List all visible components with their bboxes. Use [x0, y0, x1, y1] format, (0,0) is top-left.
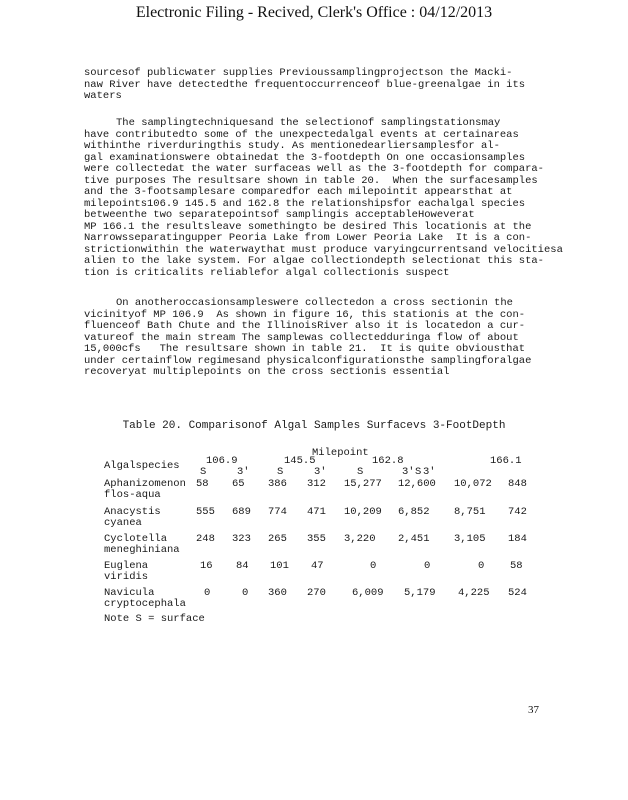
table-cell: 689: [232, 506, 251, 518]
text-line: were collectedat the water surfaceas well as the 3-footdepth for compara-: [84, 163, 544, 175]
table-cell: 0: [242, 587, 249, 599]
table-cell: 15,277: [344, 478, 382, 490]
text-line: tion is criticalits reliablefor algal collectionis suspect: [84, 266, 450, 279]
species-name: Cyclotella: [104, 533, 168, 545]
table-cell: 8,751: [454, 506, 486, 518]
table-cell: 47: [311, 560, 324, 572]
table-cell: 774: [268, 506, 287, 518]
species-name: Anacystis: [104, 506, 161, 518]
table-cell: 2,451: [398, 533, 430, 545]
text-line: tive purposes The resultsare shown in table 20. When the surfacesamples: [84, 174, 538, 187]
group-header: 145.5: [284, 455, 316, 467]
subheader: S: [357, 466, 364, 478]
text-line: MP 166.1 the resultsleave somethingto be desired This locationis at the: [84, 220, 532, 233]
text-line: 15,000cfs The resultsare shown in table 21. It is quite obviousthat: [84, 343, 526, 355]
table-cell: 742: [508, 506, 527, 518]
text-line: vatureof the main stream The samplewas collectedduringa flow of about: [84, 331, 519, 344]
table-cell: 248: [196, 533, 215, 545]
page-number: 37: [528, 704, 539, 716]
filing-header: Electronic Filing - Recived, Clerk's Office : 04/12/2013: [135, 4, 493, 21]
table-cell: 524: [508, 587, 527, 599]
table-cell: 3,105: [454, 533, 486, 545]
table-cell: 0: [370, 560, 377, 572]
table-note: Note S = surface: [104, 613, 205, 625]
subheader: S: [415, 466, 422, 478]
table-cell: 101: [270, 560, 289, 572]
text-line: alien to the lake system. For algae collectiondepth selectionat this sta-: [84, 255, 544, 267]
table-cell: 4,225: [458, 587, 490, 599]
text-line: gal examinationswere obtainedat the 3-footdepth On one occasionsamples: [84, 151, 526, 164]
group-header: 162.8: [372, 455, 404, 467]
species-name: cyanea: [104, 517, 142, 529]
paragraph-3: [84, 298, 554, 379]
table-cell: 12,600: [398, 478, 436, 490]
species-name: Navicula: [104, 587, 155, 599]
table-cell: 84: [236, 560, 249, 572]
text-line: have contributedto some of the unexpectedalgal events at certainareas: [84, 128, 519, 141]
subheader: 3': [237, 466, 250, 478]
table-cell: 0: [424, 560, 431, 572]
table-cell: 58: [510, 560, 523, 572]
table-cell: 265: [268, 533, 287, 545]
table-cell: 3,220: [344, 533, 376, 545]
table-cell: 65: [232, 478, 245, 490]
table-caption: Table 20. Comparisonof Algal Samples Surfacevs 3-FootDepth: [122, 420, 506, 432]
text-line: betweenthe two separatepointsof samplingis acceptableHoweverat: [84, 209, 475, 221]
group-header: 166.1: [490, 455, 522, 467]
species-name: flos-aqua: [104, 489, 161, 501]
text-line: withinthe riverduringthis study. As mentionedearliersamplesfor al-: [84, 140, 500, 152]
text-line: fluenceof Bath Chute and the IllinoisRiver also it is locatedon a cur-: [84, 320, 526, 332]
paragraph-2: [84, 117, 563, 279]
table-cell: 184: [508, 533, 527, 545]
text-line: milepoints106.9 145.5 and 162.8 the relationshipsfor eachalgal species: [84, 197, 526, 210]
table-cell: 555: [196, 506, 215, 518]
table-cell: 312: [307, 478, 326, 490]
table-cell: 471: [307, 506, 326, 518]
table-cell: 10,209: [344, 506, 382, 518]
subheader: 3': [402, 466, 415, 478]
table-cell: 10,072: [454, 478, 492, 490]
table-cell: 360: [268, 587, 287, 599]
text-line: On anotheroccasionsampleswere collectedon a cross sectionin the: [116, 297, 513, 309]
text-line: strictionwithin the waterwaythat must produce varyingcurrentsand velocitiesa: [84, 243, 563, 256]
species-name: Aphanizomenon: [104, 478, 186, 490]
subheader: S: [277, 466, 284, 478]
text-line: recoveryat multiplepoints on the cross sectionis essential: [84, 366, 450, 378]
text-line: waters: [84, 90, 122, 102]
species-name: meneghiniana: [104, 544, 180, 556]
text-line: vicinityof MP 106.9 As shown in figure 16, this stationis at the con-: [84, 308, 526, 321]
table-cell: 386: [268, 478, 287, 490]
subheader: S: [200, 466, 207, 478]
text-line: The samplingtechniquesand the selectionof samplingstationsmay: [116, 117, 501, 129]
table-cell: 5,179: [404, 587, 436, 599]
table-cell: 848: [508, 478, 527, 490]
text-line: naw River have detectedthe frequentoccurrenceof blue-greenalgae in its: [84, 78, 526, 91]
text-line: sourcesof publicwater supplies Previoussamplingprojectson the Macki-: [84, 67, 513, 79]
text-line: under certainflow regimesand physicalconfigurationsthe samplingforalgae: [84, 354, 532, 367]
species-column-header: Algalspecies: [104, 460, 180, 472]
text-line: and the 3-footsamplesare comparedfor each milepointit appearsthat at: [84, 186, 513, 198]
milepoint-label: Milepoint: [312, 447, 369, 459]
table-cell: 0: [478, 560, 485, 572]
species-name: viridis: [104, 571, 149, 583]
paragraph-1: [84, 68, 554, 103]
table-cell: 6,009: [352, 587, 384, 599]
table-cell: 6,852: [398, 506, 430, 518]
table-cell: 270: [307, 587, 326, 599]
table-cell: 58: [196, 478, 209, 490]
table-cell: 16: [200, 560, 213, 572]
table-cell: 323: [232, 533, 251, 545]
species-name: Euglena: [104, 560, 149, 572]
subheader: 3': [423, 466, 436, 478]
table-cell: 0: [204, 587, 211, 599]
subheader: 3': [314, 466, 327, 478]
group-header: 106.9: [206, 455, 238, 467]
species-name: cryptocephala: [104, 598, 186, 610]
text-line: Narrowsseparatingupper Peoria Lake from Lower Peoria Lake It is a con-: [84, 232, 532, 244]
table-cell: 355: [307, 533, 326, 545]
